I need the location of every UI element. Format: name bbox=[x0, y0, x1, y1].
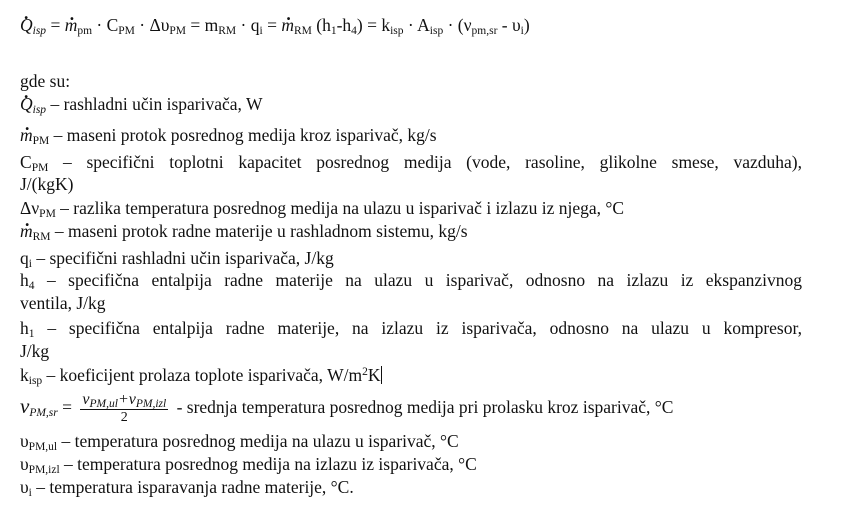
def-dv: $\Delta\nu_{PM}$ – razlika temperatura posrednog medija na ulazu u isparivač i izlazu iz njega, °C bbox=[20, 198, 625, 220]
def-k: $k_{isp}$ – koeficijent prolaza toplote isparivača, $W/m^2K$ bbox=[20, 365, 381, 387]
def-h1-cont: J/kg bbox=[20, 341, 50, 361]
def-h4: $h_4$ – specifična entalpija radne materije na ulazu u isparivač, odnosno na izlazu iz ekspanzivnog bbox=[20, 270, 802, 292]
main-equation: . $Q_{isp}$ = . $m_{pm} \cdot C_{PM} \cdot \Delta\upsilon_{PM} = m_{RM} \cdot q_i$ = . $m_{RM}$ $(h_1-h_4) = k_{isp} \cdot A_{isp} \cdot (\nu_{pm,sr} - \upsilon_i)$ bbox=[20, 14, 530, 36]
def-cpm-unit: J/(kgK) bbox=[20, 174, 74, 194]
m-dot-symbol: . m bbox=[65, 14, 78, 36]
def-vul: $\upsilon_{PM,ul}$ – temperatura posrednog medija na ulazu u isparivač, °C bbox=[20, 431, 459, 453]
def-vi: $\upsilon_i$ – temperatura isparavanja radne materije, °C. bbox=[20, 477, 354, 499]
def-mpm: . $m_{PM}$ – maseni protok posrednog medija kroz isparivač, kg/s bbox=[20, 124, 437, 146]
def-qi: $q_i$ – specifični rashladni učin isparivača, J/kg bbox=[20, 248, 334, 270]
m-dot-symbol: . m bbox=[281, 14, 294, 36]
def-h1: $h_1$ – specifična entalpija radne materije, na izlazu iz isparivača, odnosno na ulazu u kompresor, bbox=[20, 318, 802, 340]
def-mrm: . $m_{RM}$ – maseni protok radne materije u rashladnom sistemu, kg/s bbox=[20, 220, 468, 242]
intro-text: gde su: bbox=[20, 71, 71, 91]
mean-temperature-fraction: $\frac{\nu_{PM,ul}+\nu_{PM,izl}}{2}$ bbox=[82, 391, 167, 426]
def-vsr: $\nu_{PM,sr}$ = $\frac{\nu_{PM,ul}+\nu_{PM,izl}}{2}$ - srednja temperatura posrednog medija pri prolasku kroz isparivač, °C bbox=[20, 391, 674, 426]
def-cpm: $C_{PM}$ – specifični toplotni kapacitet posrednog medija (vode, rasoline, glikolne smese, vazduha), bbox=[20, 152, 802, 174]
text-cursor bbox=[381, 366, 382, 384]
q-dot-symbol: . Q bbox=[20, 14, 33, 36]
def-h4-cont: ventila, J/kg bbox=[20, 293, 106, 313]
def-q: . $Q_{isp}$ – rashladni učin isparivača, W bbox=[20, 93, 262, 115]
def-vizl: $\upsilon_{PM,izl}$ – temperatura posrednog medija na izlazu iz isparivača, °C bbox=[20, 454, 477, 476]
